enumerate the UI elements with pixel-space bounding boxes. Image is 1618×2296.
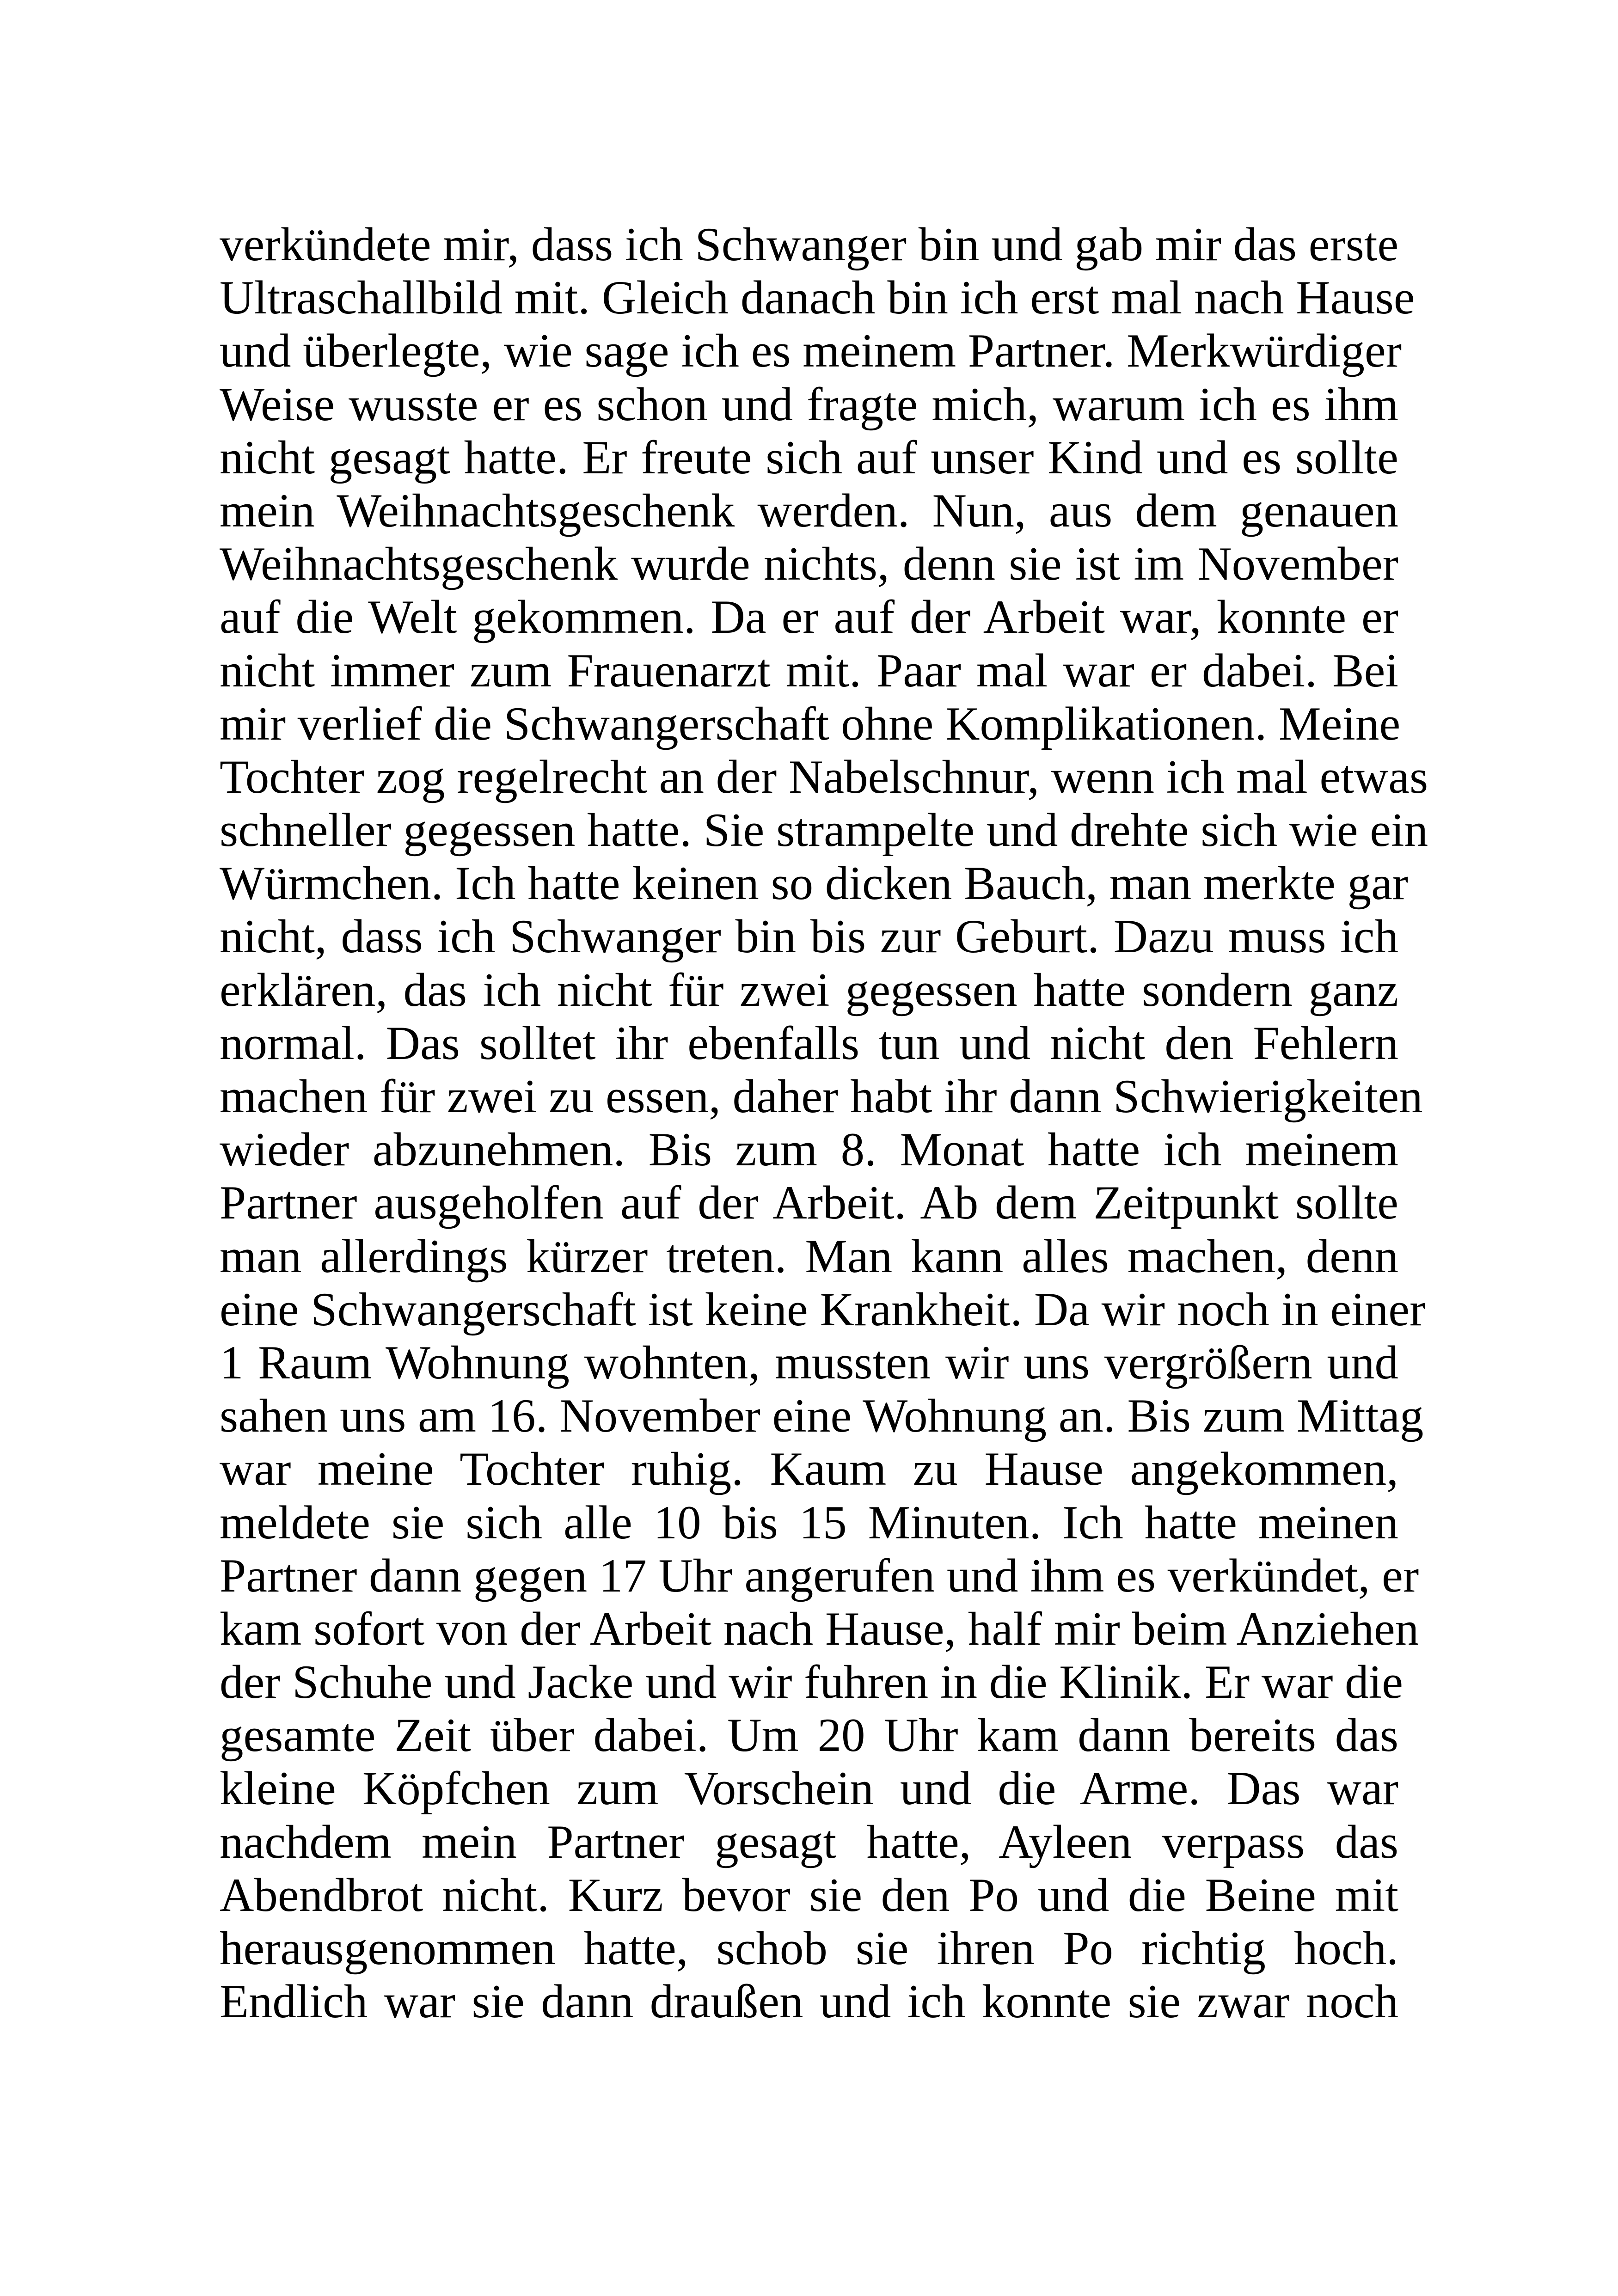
text-line: war meine Tochter ruhig. Kaum zu Hause angekommen,	[220, 1443, 1398, 1496]
text-line: auf die Welt gekommen. Da er auf der Arbeit war, konnte er	[220, 591, 1398, 644]
text-line: Endlich war sie dann draußen und ich konnte sie zwar noch	[220, 1975, 1398, 2028]
text-line: Ultraschallbild mit. Gleich danach bin ich erst mal nach Hause	[220, 271, 1415, 325]
text-line: Abendbrot nicht. Kurz bevor sie den Po und die Beine mit	[220, 1868, 1398, 1922]
text-line: 1 Raum Wohnung wohnten, mussten wir uns vergrößern und	[220, 1336, 1398, 1389]
text-line: Würmchen. Ich hatte keinen so dicken Bauch, man merkte gar	[220, 857, 1409, 910]
text-line: Weihnachtsgeschenk wurde nichts, denn sie ist im November	[220, 538, 1398, 591]
text-line: nicht gesagt hatte. Er freute sich auf unser Kind und es sollte	[220, 431, 1398, 484]
text-line: nachdem mein Partner gesagt hatte, Ayleen verpass das	[220, 1815, 1398, 1868]
text-line: sahen uns am 16. November eine Wohnung an. Bis zum Mittag	[220, 1390, 1424, 1443]
text-line: Weise wusste er es schon und fragte mich, warum ich es ihm	[220, 378, 1398, 431]
body-text	[220, 218, 1428, 2028]
text-line: kleine Köpfchen zum Vorschein und die Arme. Das war	[220, 1762, 1398, 1815]
text-line: mir verlief die Schwangerschaft ohne Komplikationen. Meine	[220, 697, 1401, 750]
text-line: wieder abzunehmen. Bis zum 8. Monat hatte ich meinem	[220, 1123, 1398, 1176]
text-line: mein Weihnachtsgeschenk werden. Nun, aus dem genauen	[220, 484, 1398, 537]
text-line: normal. Das solltet ihr ebenfalls tun und nicht den Fehlern	[220, 1016, 1398, 1070]
text-line: verkündete mir, dass ich Schwanger bin und gab mir das erste	[220, 218, 1399, 271]
text-line: Partner dann gegen 17 Uhr angerufen und ihm es verkündet, er	[220, 1549, 1419, 1602]
text-line: nicht immer zum Frauenarzt mit. Paar mal war er dabei. Bei	[220, 644, 1398, 697]
text-line: eine Schwangerschaft ist keine Krankheit. Da wir noch in einer	[220, 1283, 1426, 1336]
text-line: erklären, das ich nicht für zwei gegessen hatte sondern ganz	[220, 963, 1398, 1016]
text-line: der Schuhe und Jacke und wir fuhren in die Klinik. Er war die	[220, 1656, 1403, 1709]
text-line: nicht, dass ich Schwanger bin bis zur Geburt. Dazu muss ich	[220, 910, 1398, 963]
text-line: meldete sie sich alle 10 bis 15 Minuten. Ich hatte meinen	[220, 1496, 1398, 1549]
text-line: man allerdings kürzer treten. Man kann alles machen, denn	[220, 1230, 1398, 1283]
text-line: und überlegte, wie sage ich es meinem Partner. Merkwürdiger	[220, 325, 1402, 378]
text-line: schneller gegessen hatte. Sie strampelte und drehte sich wie ein	[220, 804, 1428, 857]
text-line: kam sofort von der Arbeit nach Hause, half mir beim Anziehen	[220, 1602, 1419, 1655]
text-line: Tochter zog regelrecht an der Nabelschnur, wenn ich mal etwas	[220, 750, 1428, 803]
text-line: herausgenommen hatte, schob sie ihren Po richtig hoch.	[220, 1922, 1398, 1975]
text-line: Partner ausgeholfen auf der Arbeit. Ab dem Zeitpunkt sollte	[220, 1176, 1398, 1230]
text-line: gesamte Zeit über dabei. Um 20 Uhr kam dann bereits das	[220, 1709, 1398, 1762]
text-line: machen für zwei zu essen, daher habt ihr dann Schwierigkeiten	[220, 1070, 1423, 1123]
